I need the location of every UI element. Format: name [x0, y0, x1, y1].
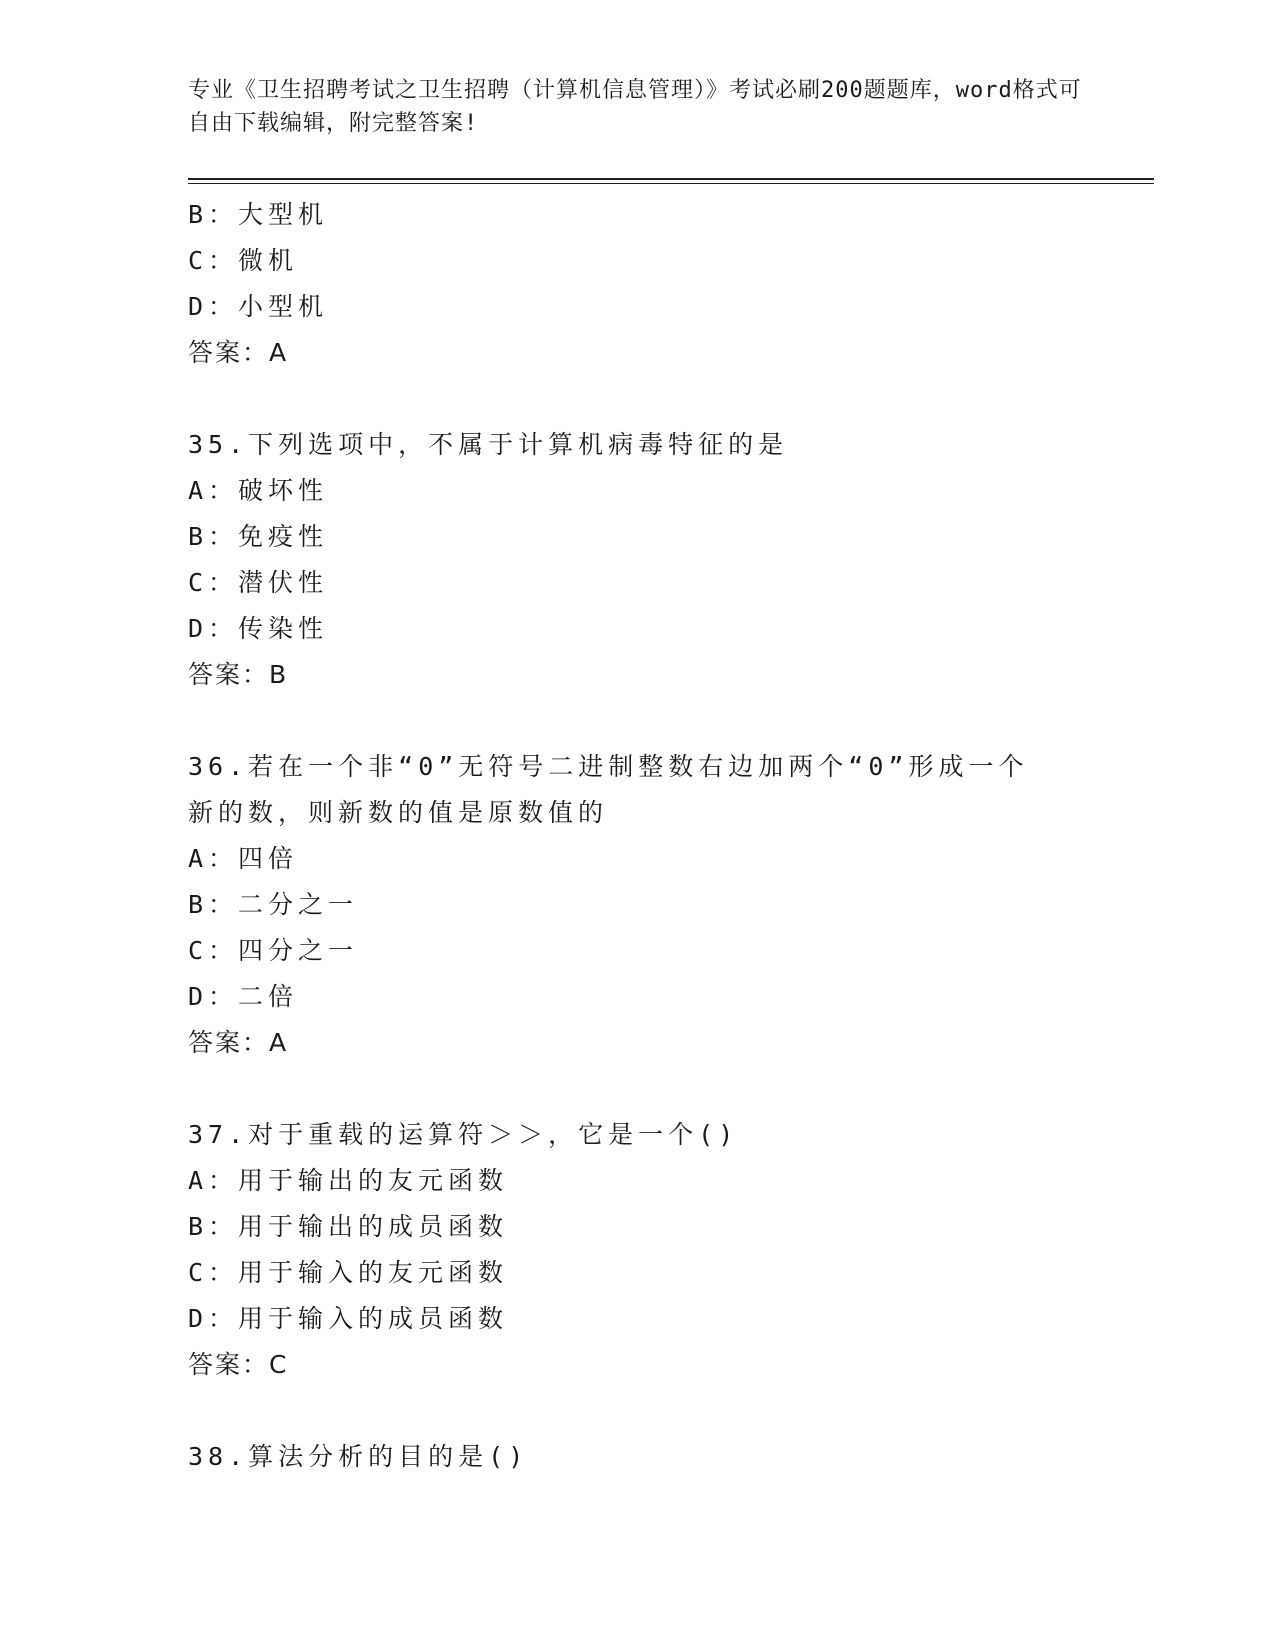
question-37-text: 37.对于重载的运算符＞＞，它是一个() [188, 1120, 739, 1149]
option-b: B：用于输出的成员函数 [188, 1212, 509, 1241]
header-rule-thick [188, 178, 1154, 180]
option-b: B：大型机 [188, 200, 329, 229]
document-header: 专业《卫生招聘考试之卫生招聘（计算机信息管理）》考试必刷200题题库，word格式可自由下载编辑，附完整答案! [188, 78, 1082, 136]
header-rule-thin [188, 183, 1154, 184]
spacer [188, 1066, 1108, 1112]
spacer [188, 376, 1108, 422]
option-d: D：二倍 [188, 982, 299, 1011]
option-c: C：用于输入的友元函数 [188, 1258, 509, 1287]
answer-line: 答案：C [188, 1350, 289, 1379]
spacer [188, 1388, 1108, 1434]
option-c: C：四分之一 [188, 936, 359, 965]
question-content [188, 192, 1108, 1480]
option-d: D：用于输入的成员函数 [188, 1304, 509, 1333]
answer-line: 答案：A [188, 1028, 289, 1057]
answer-line: 答案：B [188, 660, 289, 689]
option-d: D：传染性 [188, 614, 329, 643]
option-c: C：潜伏性 [188, 568, 329, 597]
option-a: A：用于输出的友元函数 [188, 1166, 509, 1195]
option-d: D：小型机 [188, 292, 329, 321]
option-c: C：微机 [188, 246, 299, 275]
option-b: B：二分之一 [188, 890, 359, 919]
question-38-text: 38.算法分析的目的是() [188, 1442, 529, 1471]
option-a: A：四倍 [188, 844, 299, 873]
question-36-text: 36.若在一个非“0”无符号二进制整数右边加两个“0”形成一个新的数，则新数的值是原数值的 [188, 752, 1029, 827]
question-35-text: 35.下列选项中，不属于计算机病毒特征的是 [188, 430, 789, 459]
spacer [188, 698, 1108, 744]
option-b: B：免疫性 [188, 522, 329, 551]
answer-line: 答案：A [188, 338, 289, 367]
option-a: A：破坏性 [188, 476, 329, 505]
